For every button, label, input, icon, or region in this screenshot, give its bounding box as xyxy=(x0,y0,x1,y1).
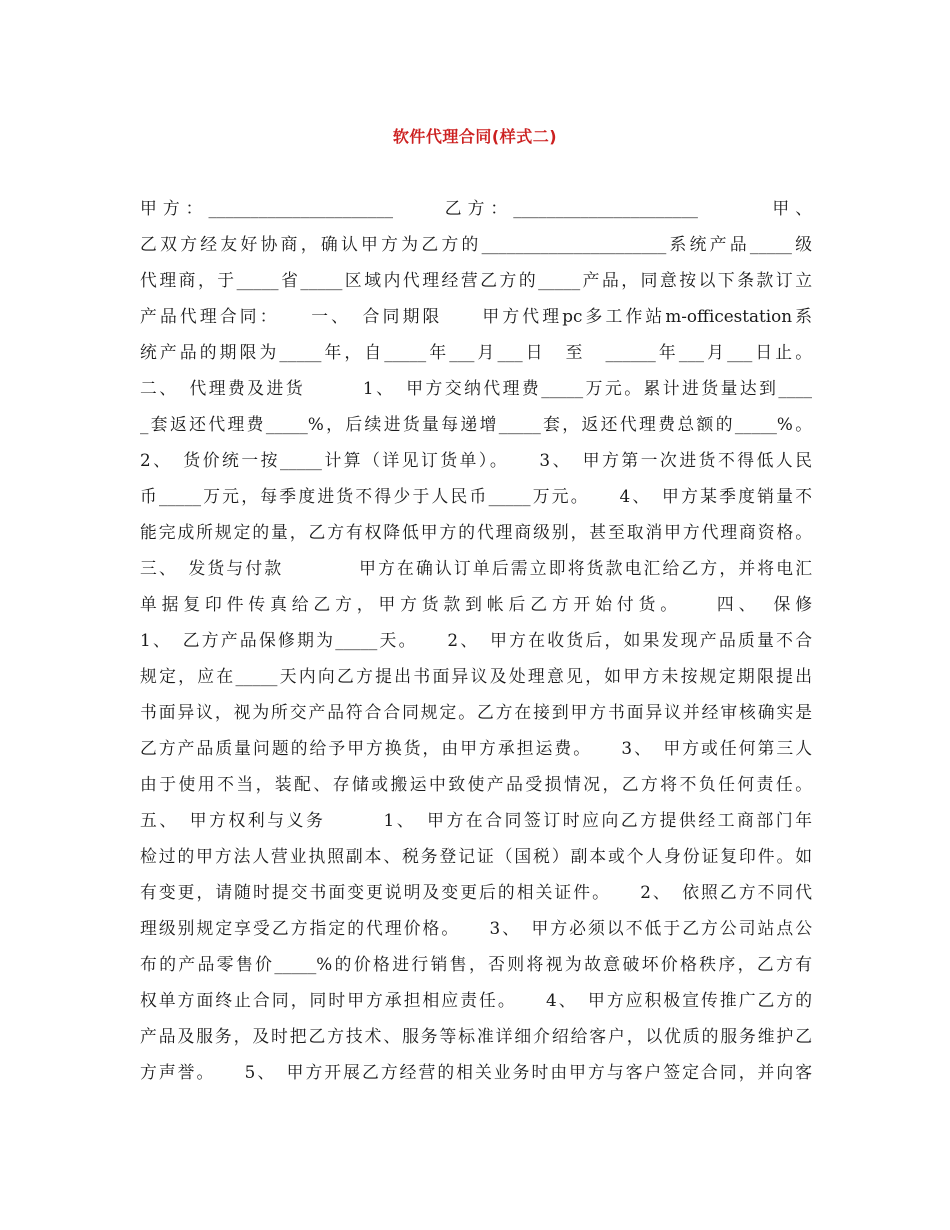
body-line: 方声誉。 5、 甲方开展乙方经营的相关业务时由甲方与客户签定合同，并向客 xyxy=(140,1062,812,1082)
body-line: 能完成所规定的量，乙方有权降低甲方的代理商级别，甚至取消甲方代理商资格。 xyxy=(140,522,812,542)
body-line: 权单方面终止合同，同时甲方承担相应责任。 4、 甲方应积极宣传推广乙方的 xyxy=(140,990,812,1010)
body-line: 1、 乙方产品保修期为_____天。 2、 甲方在收货后，如果发现产品质量不合 xyxy=(140,630,812,650)
document-body xyxy=(140,190,812,1090)
body-line: 单据复印件传真给乙方，甲方货款到帐后乙方开始付货。 四、 保修 xyxy=(140,594,812,614)
body-line: 规定，应在_____天内向乙方提出书面异议及处理意见，如甲方未按规定期限提出 xyxy=(140,666,812,686)
body-line: 布的产品零售价_____%的价格进行销售，否则将视为故意破坏价格秩序，乙方有 xyxy=(140,954,812,974)
body-line: 理级别规定享受乙方指定的代理价格。 3、 甲方必须以不低于乙方公司站点公 xyxy=(140,918,812,938)
body-line: 二、 代理费及进货 1、 甲方交纳代理费_____万元。累计进货量达到____ xyxy=(140,378,812,398)
body-line: 乙方产品质量问题的给予甲方换货，由甲方承担运费。 3、 甲方或任何第三人 xyxy=(140,738,812,758)
body-line: 产品代理合同： 一、 合同期限 甲方代理pc多工作站m-officestation系 xyxy=(140,306,812,326)
body-line: 代理商，于_____省_____区域内代理经营乙方的_____产品，同意按以下条款订立 xyxy=(140,270,812,290)
body-line: 2、 货价统一按_____计算（详见订货单）。 3、 甲方第一次进货不得低人民 xyxy=(140,450,812,470)
body-line: 有变更，请随时提交书面变更说明及变更后的相关证件。 2、 依照乙方不同代 xyxy=(140,882,812,902)
body-line: 产品及服务，及时把乙方技术、服务等标准详细介绍给客户，以优质的服务维护乙 xyxy=(140,1026,812,1046)
body-line: 检过的甲方法人营业执照副本、税务登记证（国税）副本或个人身份证复印件。如 xyxy=(140,846,812,866)
document-title: 软件代理合同(样式二) xyxy=(392,127,558,146)
body-line: 币_____万元，每季度进货不得少于人民币_____万元。 4、 甲方某季度销量不 xyxy=(140,486,812,506)
body-line: 统产品的期限为_____年，自_____年___月___日 至 ______年___月___日止。 xyxy=(140,342,812,362)
body-line: 由于使用不当，装配、存储或搬运中致使产品受损情况，乙方将不负任何责任。 xyxy=(140,774,812,794)
body-line: 甲方：______________________ 乙方：______________________ 甲、 xyxy=(140,198,812,218)
body-line: 书面异议，视为所交产品符合合同规定。乙方在接到甲方书面异议并经审核确实是 xyxy=(140,702,812,722)
body-line: 乙双方经友好协商，确认甲方为乙方的______________________系统产品_____级 xyxy=(140,234,812,254)
body-line: 五、 甲方权利与义务 1、 甲方在合同签订时应向乙方提供经工商部门年 xyxy=(140,810,812,830)
body-line: 三、 发货与付款 甲方在确认订单后需立即将货款电汇给乙方，并将电汇 xyxy=(140,558,812,578)
body-line: _套返还代理费_____%，后续进货量每递增_____套，返还代理费总额的_____%。 xyxy=(140,414,812,434)
